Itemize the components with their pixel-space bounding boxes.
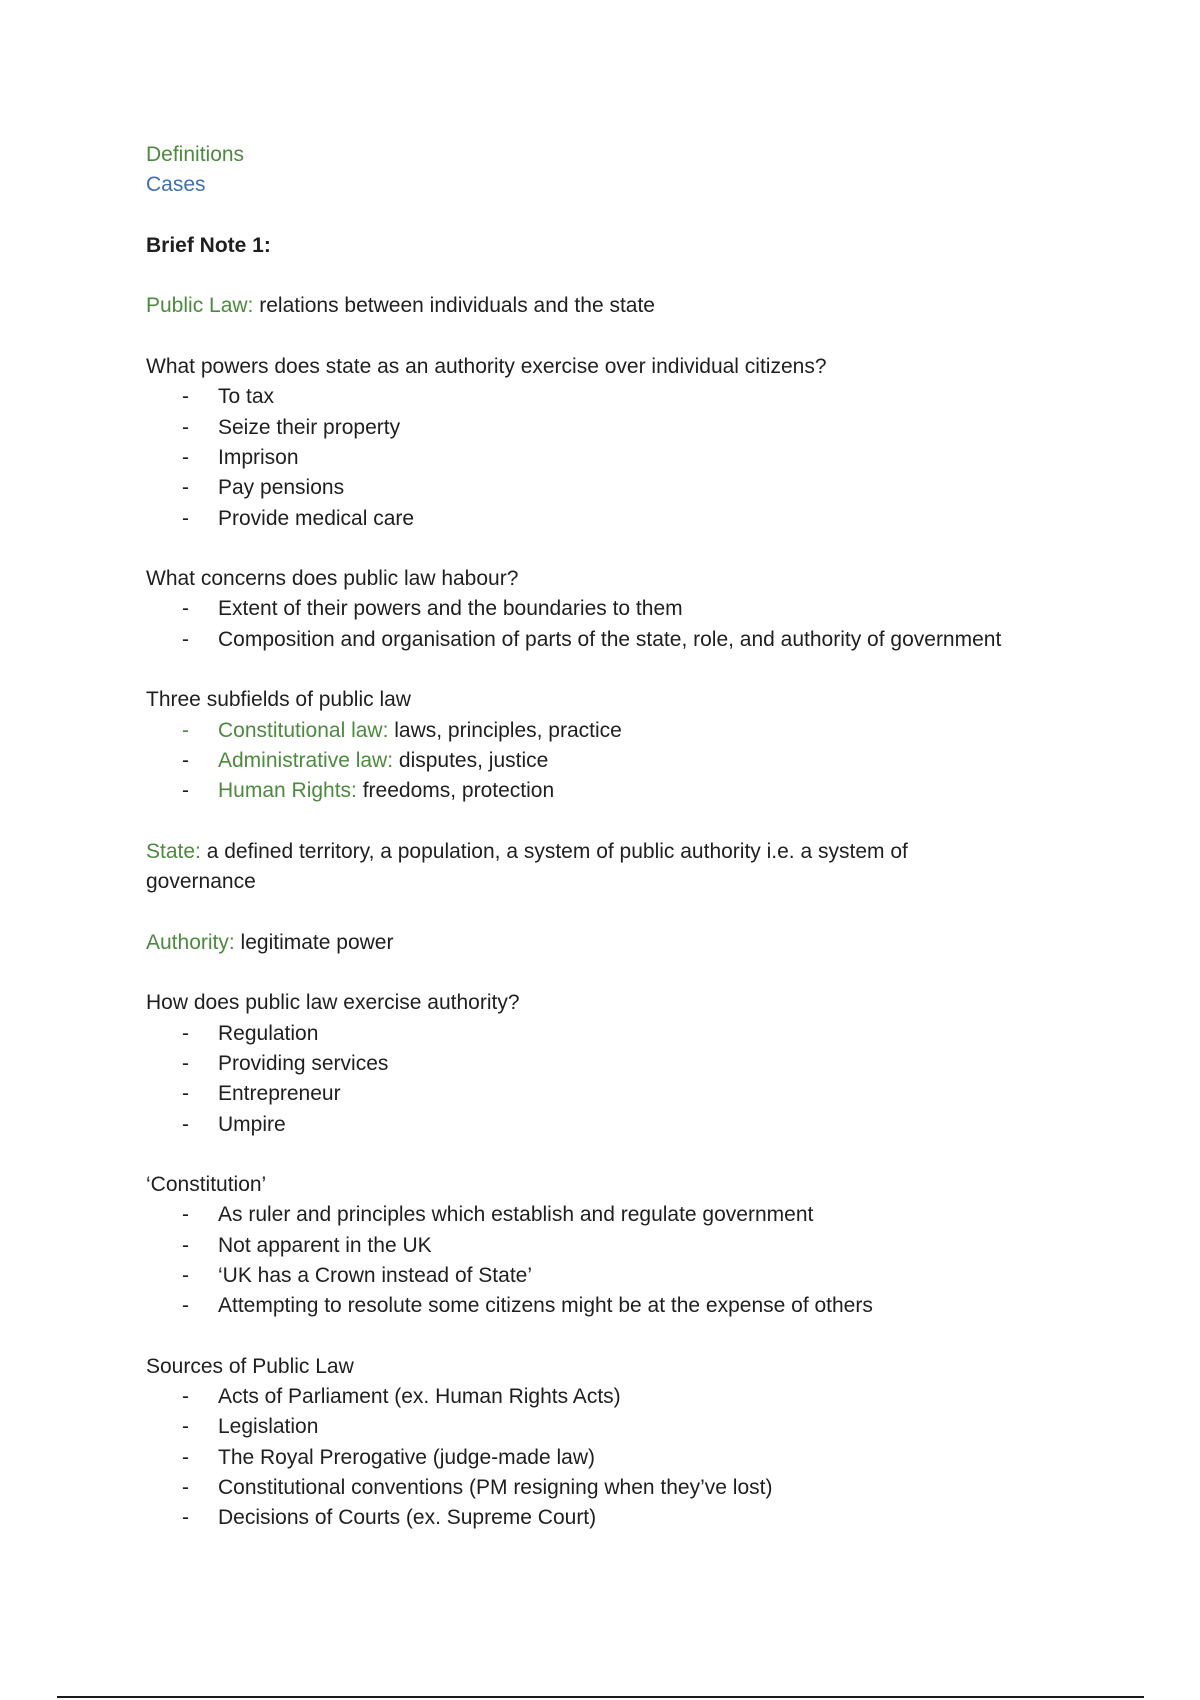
bullet-dash: - [182, 1476, 189, 1500]
bullet-dash: - [182, 627, 189, 651]
page-heading: Brief Note 1: [146, 233, 271, 257]
list-item [146, 504, 1106, 534]
list-item-text: Entrepreneur [218, 1082, 341, 1106]
subfields-list [146, 716, 1106, 807]
list-item-text: Providing services [218, 1051, 389, 1075]
list-item-text: Umpire [218, 1112, 286, 1136]
list-item [146, 1079, 1106, 1109]
bullet-dash: - [182, 1415, 189, 1439]
list-item-text: The Royal Prerogative (judge-made law) [218, 1445, 596, 1469]
definition-text: legitimate power [234, 930, 394, 954]
definition-text: a defined territory, a population, a system of public authority i.e. a system of governance [146, 839, 908, 894]
state-definition [146, 837, 1006, 898]
bullet-dash: - [182, 1051, 189, 1075]
document-body [146, 140, 1106, 1534]
definition-term: Human Rights: [218, 779, 357, 803]
list-item [146, 382, 1106, 412]
bullet-dash: - [182, 1112, 189, 1136]
definition-term: Authority: [146, 930, 235, 954]
list-item-text: Not apparent in the UK [218, 1233, 432, 1257]
list-item-text: Extent of their powers and the boundaries to them [218, 597, 683, 621]
bullet-dash: - [182, 506, 189, 530]
list-item [146, 473, 1106, 503]
list-item [146, 1473, 1106, 1503]
sources-list [146, 1382, 1106, 1533]
bullet-dash: - [182, 385, 189, 409]
list-item-text: Legislation [218, 1415, 319, 1439]
bullet-dash: - [182, 748, 189, 772]
list-item [146, 413, 1106, 443]
list-item-text: Regulation [218, 1021, 319, 1045]
list-item-text: Attempting to resolute some citizens might be at the expense of others [218, 1294, 873, 1318]
authority-definition [146, 928, 1106, 958]
bullet-dash: - [182, 1263, 189, 1287]
bullet-dash: - [182, 415, 189, 439]
list-item [146, 1110, 1106, 1140]
definition-term: Administrative law: [218, 748, 394, 772]
list-item [146, 1412, 1106, 1442]
definition-text: disputes, justice [393, 748, 549, 772]
sources-heading: Sources of Public Law [146, 1354, 354, 1378]
list-item [146, 776, 1106, 806]
list-item [146, 1261, 1106, 1291]
bullet-dash: - [182, 1233, 189, 1257]
definition-term: Constitutional law: [218, 718, 389, 742]
list-item-text: As ruler and principles which establish and regulate government [218, 1203, 814, 1227]
list-item [146, 443, 1106, 473]
concerns-question: What concerns does public law habour? [146, 567, 519, 591]
bullet-dash: - [182, 1203, 189, 1227]
definition-text: laws, principles, practice [388, 718, 622, 742]
list-item [146, 716, 1106, 746]
bullet-dash: - [182, 1082, 189, 1106]
definition-term: Public Law: [146, 294, 254, 318]
list-item-text: Composition and organisation of parts of the state, role, and authority of government [218, 627, 1002, 651]
bullet-dash: - [182, 445, 189, 469]
list-item [146, 1443, 1106, 1473]
list-item-text: Decisions of Courts (ex. Supreme Court) [218, 1506, 597, 1530]
exercise-list [146, 1019, 1106, 1140]
definition-text: freedoms, protection [356, 779, 555, 803]
concerns-list [146, 594, 1106, 655]
list-item [146, 1231, 1106, 1261]
bullet-dash: - [182, 1385, 189, 1409]
footer-divider [57, 1696, 1144, 1698]
bullet-dash: - [182, 779, 189, 803]
list-item-text: Seize their property [218, 415, 401, 439]
list-item-text: Imprison [218, 445, 299, 469]
legend-cases: Cases [146, 173, 206, 197]
definition-text: relations between individuals and the state [253, 294, 655, 318]
list-item [146, 1503, 1106, 1533]
legend-definitions: Definitions [146, 143, 245, 166]
list-item [146, 1291, 1106, 1321]
bullet-dash: - [182, 1506, 189, 1530]
bullet-dash: - [182, 1445, 189, 1469]
bullet-dash: - [182, 1021, 189, 1045]
list-item [146, 1019, 1106, 1049]
list-item [146, 746, 1106, 776]
list-item-text: Pay pensions [218, 476, 345, 500]
list-item-text: Constitutional conventions (PM resigning when they’ve lost) [218, 1476, 773, 1500]
list-item-text: Provide medical care [218, 506, 415, 530]
public-law-definition [146, 291, 1106, 321]
exercise-question: How does public law exercise authority? [146, 991, 520, 1015]
definition-term: State: [146, 839, 201, 863]
bullet-dash: - [182, 718, 189, 742]
powers-list [146, 382, 1106, 533]
list-item [146, 625, 1106, 655]
list-item [146, 1382, 1106, 1412]
list-item [146, 594, 1106, 624]
list-item-text: Acts of Parliament (ex. Human Rights Acts) [218, 1385, 621, 1409]
constitution-heading: ‘Constitution’ [146, 1173, 267, 1197]
list-item [146, 1200, 1106, 1230]
bullet-dash: - [182, 1294, 189, 1318]
bullet-dash: - [182, 597, 189, 621]
list-item-text: To tax [218, 385, 275, 409]
list-item-text: ‘UK has a Crown instead of State’ [218, 1263, 532, 1287]
list-item [146, 1049, 1106, 1079]
constitution-list [146, 1200, 1106, 1321]
powers-question: What powers does state as an authority exercise over individual citizens? [146, 355, 827, 379]
subfields-question: Three subfields of public law [146, 688, 411, 712]
bullet-dash: - [182, 476, 189, 500]
